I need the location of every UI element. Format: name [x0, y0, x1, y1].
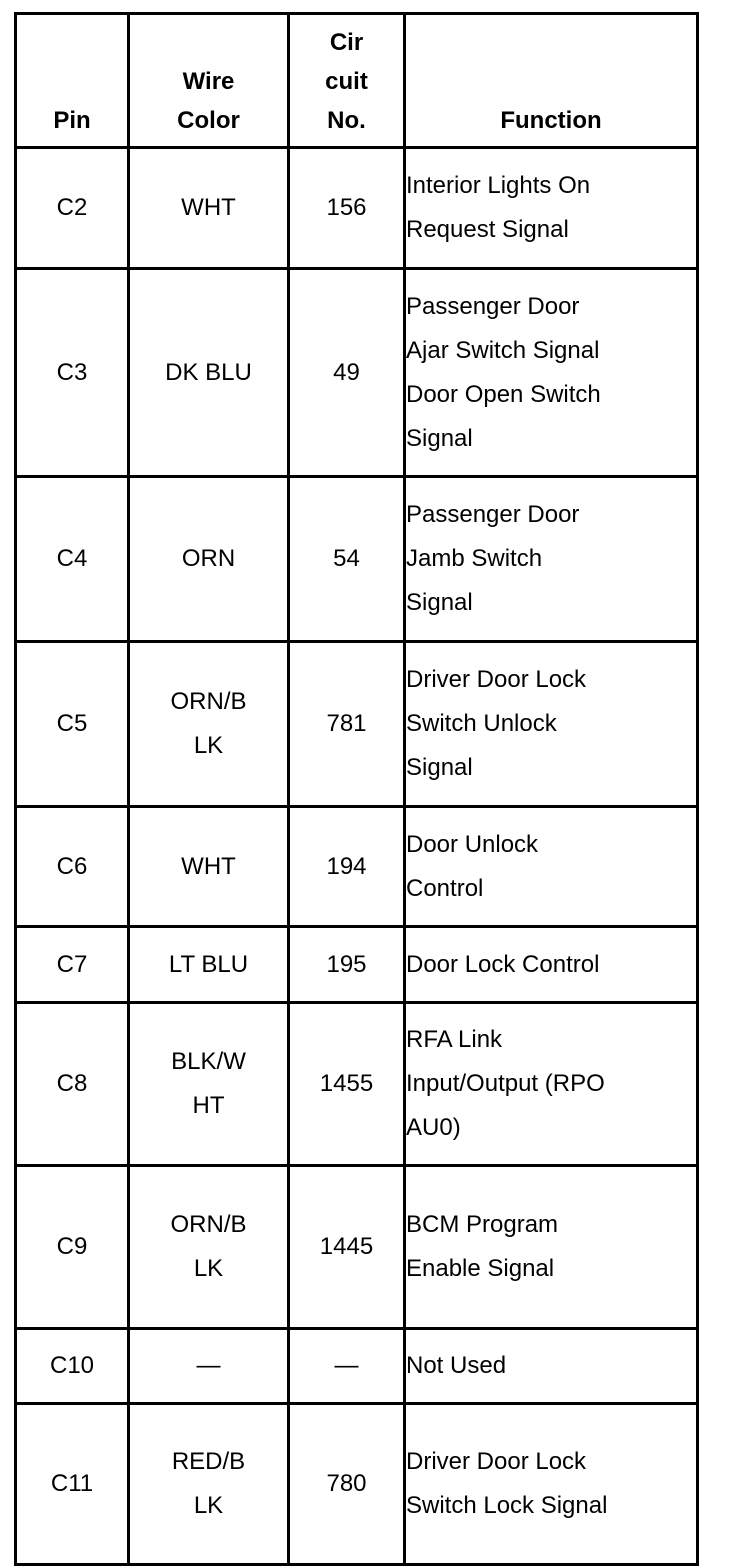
function-value: Passenger Door Jamb Switch Signal: [406, 501, 580, 616]
pin-value: C4: [56, 545, 88, 572]
wire-color-cell: [129, 477, 289, 642]
pin-cell: [16, 642, 129, 807]
function-value: Interior Lights On Request Signal: [406, 172, 591, 243]
circuit-value: 1455: [319, 1070, 374, 1097]
function-value: Door Unlock Control: [406, 830, 539, 902]
table-row: [16, 148, 698, 269]
pin-cell: [16, 1166, 129, 1329]
table-row: [16, 477, 698, 642]
table-row: [16, 1166, 698, 1329]
pin-value: C11: [50, 1470, 94, 1497]
pin-value: C5: [56, 710, 88, 737]
wire-color-value: WHT: [181, 852, 236, 880]
circuit-cell: [289, 148, 405, 269]
function-cell: [405, 1404, 698, 1565]
pin-cell: [16, 927, 129, 1003]
table-header: [16, 14, 698, 148]
function-cell: [405, 148, 698, 269]
circuit-cell: [289, 1329, 405, 1404]
circuit-value: 54: [333, 545, 360, 572]
wire-color-cell: [129, 1404, 289, 1565]
wire-color-cell: [129, 1166, 289, 1329]
pin-cell: [16, 1404, 129, 1565]
circuit-cell: [289, 927, 405, 1003]
pin-cell: [16, 807, 129, 927]
circuit-value: 195: [326, 950, 367, 978]
table-row: [16, 269, 698, 477]
pin-value: C6: [56, 852, 88, 880]
pin-value: C7: [56, 950, 88, 978]
wire-color-cell: [129, 269, 289, 477]
wire-color-cell: [129, 1329, 289, 1404]
wire-color-value: WHT: [181, 194, 236, 221]
circuit-value: 780: [326, 1470, 367, 1497]
header-row: [16, 14, 698, 148]
table-row: [16, 642, 698, 807]
table-row: [16, 927, 698, 1003]
pin-value: C8: [56, 1070, 88, 1097]
wire-color-cell: [129, 807, 289, 927]
pin-cell: [16, 1003, 129, 1166]
header-function: [405, 14, 698, 148]
function-value: Door Lock Control: [406, 950, 600, 978]
wire-color-value: ORN/B LK: [170, 1211, 247, 1282]
header-pin: [16, 14, 129, 148]
pin-value: C10: [49, 1352, 95, 1379]
circuit-cell: [289, 269, 405, 477]
function-cell: [405, 1329, 698, 1404]
header-function-label: Function: [500, 107, 602, 134]
function-cell: [405, 477, 698, 642]
header-circuit-no: [289, 14, 405, 148]
header-wire-color-label: Wire Color: [177, 68, 240, 134]
table-body: [16, 148, 698, 1565]
header-wire-color: [129, 14, 289, 148]
table-row: [16, 1003, 698, 1166]
circuit-cell: [289, 807, 405, 927]
circuit-value: 156: [326, 194, 367, 221]
wire-color-cell: [129, 927, 289, 1003]
circuit-value: 194: [326, 852, 367, 880]
circuit-cell: [289, 1003, 405, 1166]
wire-color-cell: [129, 1003, 289, 1166]
function-cell: [405, 269, 698, 477]
function-cell: [405, 807, 698, 927]
function-value: BCM Program Enable Signal: [406, 1211, 559, 1282]
pin-value: C9: [56, 1233, 88, 1260]
wire-color-value: DK BLU: [165, 358, 252, 386]
wire-color-value: LT BLU: [168, 950, 249, 978]
wire-color-value: ORN: [181, 545, 236, 572]
wire-color-cell: [129, 148, 289, 269]
function-value: Driver Door Lock Switch Unlock Signal: [406, 666, 587, 781]
circuit-value: —: [334, 1352, 359, 1379]
wire-color-value: —: [196, 1352, 221, 1379]
wire-color-value: ORN/B LK: [170, 688, 247, 759]
circuit-value: 1445: [319, 1233, 374, 1260]
function-value: RFA Link Input/Output (RPO AU0): [406, 1026, 605, 1141]
circuit-cell: [289, 477, 405, 642]
pin-value: C2: [56, 194, 88, 221]
pin-cell: [16, 148, 129, 269]
pin-cell: [16, 1329, 129, 1404]
circuit-cell: [289, 1166, 405, 1329]
function-cell: [405, 1166, 698, 1329]
function-value: Not Used: [406, 1352, 507, 1379]
function-cell: [405, 1003, 698, 1166]
circuit-value: 781: [326, 710, 367, 737]
circuit-cell: [289, 1404, 405, 1565]
header-circuit-no-label: Cir cuit No.: [325, 29, 368, 134]
pin-cell: [16, 269, 129, 477]
wire-color-value: BLK/W HT: [171, 1048, 246, 1119]
circuit-value: 49: [333, 358, 360, 386]
header-pin-label: Pin: [53, 107, 91, 134]
table-row: [16, 1404, 698, 1565]
function-cell: [405, 927, 698, 1003]
function-cell: [405, 642, 698, 807]
table-row: [16, 1329, 698, 1404]
table-row: [16, 807, 698, 927]
function-value: Driver Door Lock Switch Lock Signal: [406, 1448, 608, 1519]
function-value: Passenger Door Ajar Switch Signal Door Open Switch Signal: [406, 292, 601, 452]
circuit-cell: [289, 642, 405, 807]
connector-pinout-table: [14, 12, 699, 1566]
wire-color-cell: [129, 642, 289, 807]
wire-color-value: RED/B LK: [171, 1448, 246, 1519]
pin-cell: [16, 477, 129, 642]
pin-value: C3: [56, 358, 88, 386]
